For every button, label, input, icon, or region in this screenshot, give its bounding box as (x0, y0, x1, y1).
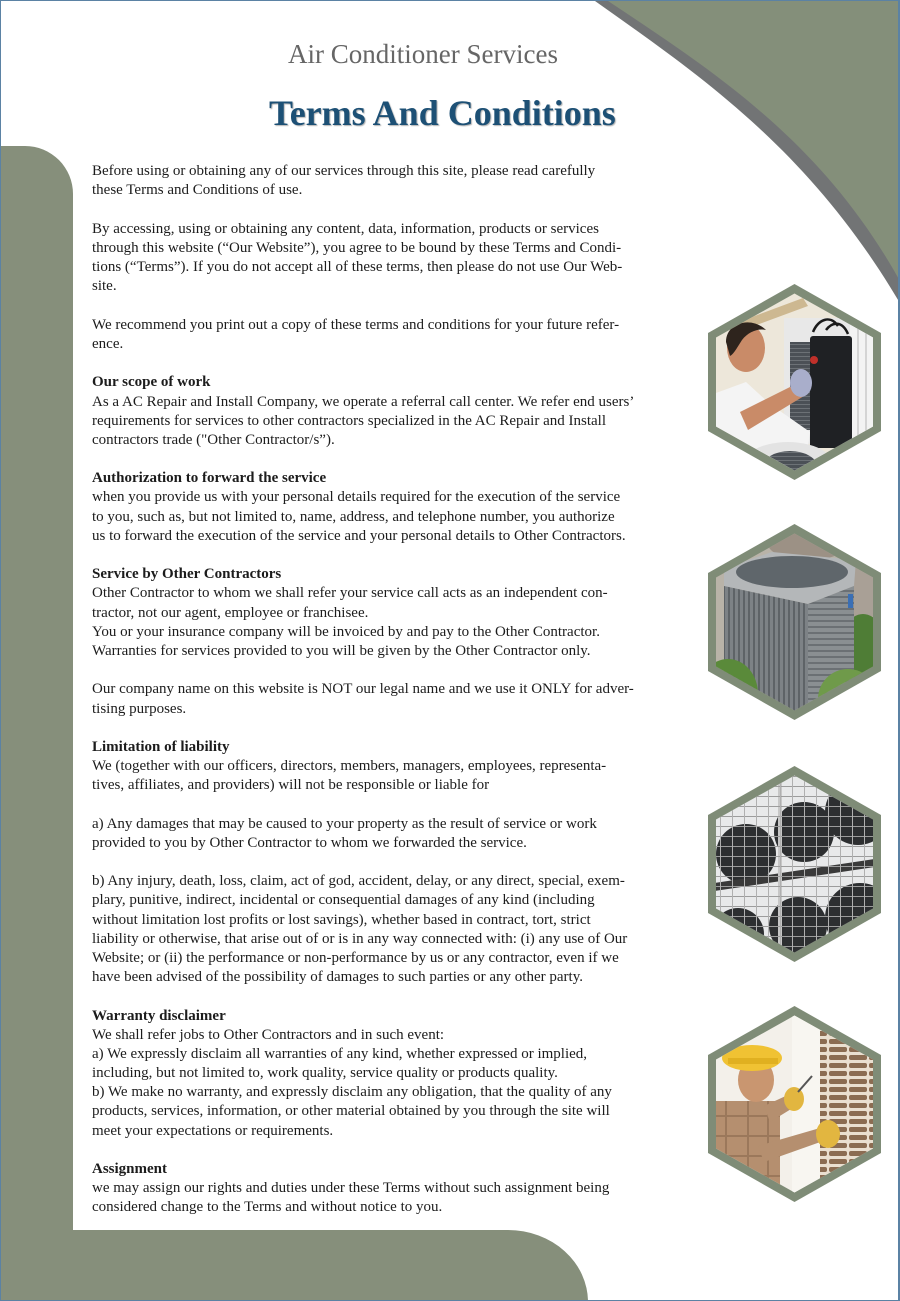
text-line: have been advised of the possibility of damages to such parties or any other party. (92, 969, 583, 986)
text-line: Other Contractor to whom we shall refer your service call acts as an independent con- (92, 585, 608, 602)
text-line: As a AC Repair and Install Company, we operate a referral call center. We refer end users’ (92, 393, 635, 410)
hex-image-fan-array (708, 766, 881, 962)
text-line: tives, affiliates, and providers) will not be responsible or liable for (92, 777, 490, 794)
text-line: a) Any damages that may be caused to your property as the result of service or work (92, 815, 597, 832)
text-line: We (together with our officers, directors, members, managers, employees, representa- (92, 758, 607, 775)
hex-image-worker-installing (708, 1006, 881, 1202)
text-line: liability or otherwise, that arise out of or is in any way connected with: (i) any use of Our (92, 930, 628, 947)
text-line: through this website (“Our Website”), you agree to be bound by these Terms and Condi- (92, 240, 622, 257)
text-line: tising purposes. (92, 700, 187, 717)
section-limitation-of-liability (92, 738, 702, 796)
text-line: We recommend you print out a copy of these terms and conditions for your future refer- (92, 316, 620, 333)
terms-body (92, 162, 702, 1217)
company-subtitle: Air Conditioner Services (288, 39, 558, 69)
section-paragraph (92, 872, 702, 987)
section-heading: Our scope of work (92, 374, 211, 391)
section-heading: Assignment (92, 1161, 168, 1178)
section-heading: Service by Other Contractors (92, 566, 282, 583)
section-heading: Authorization to forward the service (92, 470, 327, 487)
text-line: to you, such as, but not limited to, name, address, and telephone number, you authorize (92, 508, 615, 525)
text-line: Website; or (ii) the performance or non-performance by us or any contractor, even if we (92, 949, 619, 966)
text-line: products, services, information, or other material obtained by you through the site will (92, 1103, 610, 1120)
text-line: without limitation lost profits or lost savings), whether based in contract, tort, strict (92, 911, 591, 928)
intro-paragraph (92, 220, 702, 297)
text-line: ence. (92, 335, 124, 352)
hex-image-technician (708, 284, 881, 480)
text-line: plary, punitive, indirect, incidental or consequential damages of any kind (including (92, 892, 595, 909)
text-line: You or your insurance company will be invoiced by and pay to the Other Contractor. (92, 623, 600, 640)
text-line: Before using or obtaining any of our services through this site, please read carefully (92, 163, 596, 180)
text-line: tions (“Terms”). If you do not accept all of these terms, then please do not use Our Web- (92, 259, 623, 276)
section-paragraph (92, 815, 702, 853)
section-heading: Warranty disclaimer (92, 1007, 226, 1024)
text-line: considered change to the Terms and without notice to you. (92, 1199, 443, 1216)
text-line: requirements for services to other contractors specialized in the AC Repair and Install (92, 412, 606, 429)
text-line: these Terms and Conditions of use. (92, 182, 303, 199)
section-heading: Limitation of liability (92, 738, 230, 755)
intro-paragraph (92, 162, 702, 200)
text-line: b) We make no warranty, and expressly disclaim any obligation, that the quality of any (92, 1084, 612, 1101)
text-line: contractors trade ("Other Contractor/s”). (92, 431, 335, 448)
section-authorization (92, 469, 702, 546)
text-line: meet your expectations or requirements. (92, 1122, 334, 1139)
text-line: provided to you by Other Contractor to whom we forwarded the service. (92, 834, 527, 851)
text-line: tractor, not our agent, employee or franchisee. (92, 604, 369, 621)
section-service-by-other-contractors (92, 565, 702, 661)
text-line: we may assign our rights and duties under these Terms without such assignment being (92, 1180, 610, 1197)
hex-image-ac-condenser (708, 524, 881, 720)
page-title: Terms And Conditions (269, 93, 616, 133)
text-line: a) We expressly disclaim all warranties of any kind, whether expressed or implied, (92, 1045, 588, 1062)
text-line: Our company name on this website is NOT our legal name and we use it ONLY for adver- (92, 681, 634, 698)
text-line: including, but not limited to, work quality, service quality or products quality. (92, 1065, 558, 1082)
intro-paragraph (92, 316, 702, 354)
text-line: By accessing, using or obtaining any content, data, information, products or services (92, 220, 599, 237)
text-line: site. (92, 278, 117, 295)
section-assignment (92, 1160, 702, 1218)
text-line: when you provide us with your personal details required for the execution of the service (92, 489, 621, 506)
section-scope-of-work (92, 373, 702, 450)
section-warranty-disclaimer (92, 1007, 702, 1141)
text-line: Warranties for services provided to you will be given by the Other Contractor only. (92, 642, 591, 659)
section-paragraph (92, 680, 702, 718)
text-line: us to forward the execution of the service and your personal details to Other Contractors. (92, 527, 626, 544)
text-line: We shall refer jobs to Other Contractors and in such event: (92, 1026, 445, 1043)
text-line: b) Any injury, death, loss, claim, act of god, accident, delay, or any direct, special, exem- (92, 873, 625, 890)
